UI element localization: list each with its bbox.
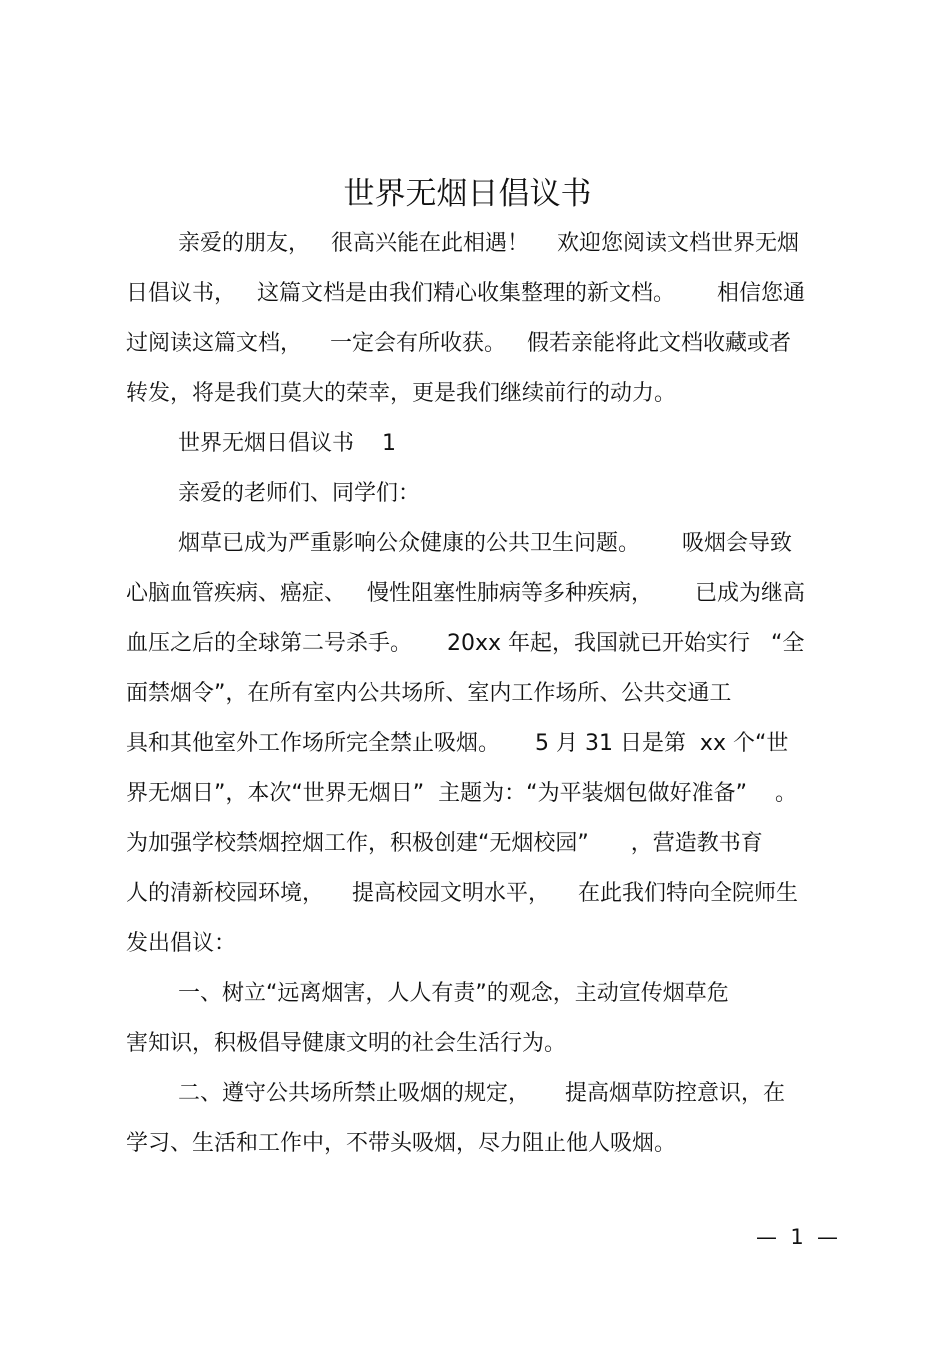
salutation: 亲爱的老师们、同学们： [178,481,421,506]
text-line: 血压之后的全球第二号杀手。 20xx 年起，我国就已开始实行 “全 [126,631,805,656]
text-line: 界无烟日”，本次“世界无烟日” 主题为：“为平装烟包做好准备” 。 [126,781,797,806]
text-line: 具和其他室外工作场所完全禁止吸烟。 5 月 31 日是第 xx 个“世 [126,731,789,756]
text-line: 心脑血管疾病、癌症、 慢性阻塞性肺病等多种疾病， 已成为继高 [126,581,805,606]
section-heading: 世界无烟日倡议书 1 [178,431,396,456]
text-line: 为加强学校禁烟控烟工作，积极创建“无烟校园” ，营造教书育 [126,831,763,856]
text-line: 过阅读这篇文档， 一定会有所收获。 假若亲能将此文档收藏或者 [126,331,791,356]
text-line: 一、树立“远离烟害，人人有责”的观念，主动宣传烟草危 [178,981,729,1006]
text-line: 烟草已成为严重影响公众健康的公共卫生问题。 吸烟会导致 [178,531,792,556]
text-line: 面禁烟令”，在所有室内公共场所、室内工作场所、公共交通工 [126,681,732,706]
text-line: 发出倡议： [126,931,237,956]
text-line: 日倡议书， 这篇文档是由我们精心收集整理的新文档。 相信您通 [126,281,805,306]
page-number: — 1 — [756,1225,839,1249]
text-line: 人的清新校园环境， 提高校园文明水平， 在此我们特向全院师生 [126,881,798,906]
text-line: 害知识，积极倡导健康文明的社会生活行为。 [126,1031,567,1056]
text-line: 二、遵守公共场所禁止吸烟的规定， 提高烟草防控意识，在 [178,1081,785,1106]
text-line: 学习、生活和工作中，不带头吸烟，尽力阻止他人吸烟。 [126,1131,677,1156]
text-line: 转发，将是我们莫大的荣幸，更是我们继续前行的动力。 [126,381,677,406]
text-line: 亲爱的朋友， 很高兴能在此相遇！ 欢迎您阅读文档世界无烟 [178,231,799,256]
document-title: 世界无烟日倡议书 [343,176,592,212]
